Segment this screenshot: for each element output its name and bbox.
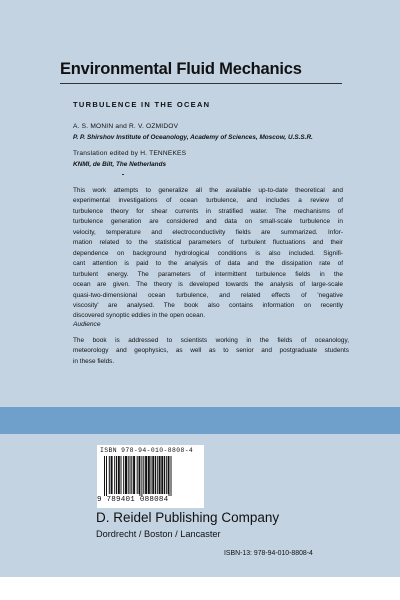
barcode-bar	[166, 456, 167, 494]
abstract-line: cant attention is paid to the analysis of data and the dissipation rate of	[73, 260, 343, 268]
publisher-name: D. Reidel Publishing Company	[96, 510, 280, 525]
title-divider	[60, 83, 342, 84]
barcode-bar	[164, 456, 165, 494]
translator-affiliation: KNMI, de Bilt, The Netherlands	[73, 161, 167, 168]
barcode-isbn-label: ISBN 978-94-010-8808-4	[100, 447, 194, 454]
abstract-line: turbulent energy. The parameters of intermittent turbulence fields in the	[73, 270, 343, 278]
color-band	[0, 407, 400, 434]
bottom-margin	[0, 577, 400, 600]
barcode-guard-bar	[139, 456, 140, 496]
audience-line: meteorology and geophysics, as well as to senior and postgraduate students	[73, 347, 349, 355]
abstract-line: ocean are given. The theory is developed towards the analysis of large-scale	[73, 281, 343, 289]
barcode-bar	[116, 456, 117, 494]
audience-line: in these fields.	[73, 357, 115, 365]
barcode-bar	[125, 456, 127, 494]
stray-mark	[122, 174, 124, 175]
barcode-bar	[131, 456, 132, 494]
abstract-line: dependence on background hydrological conditions is also included. Signifi-	[73, 249, 343, 257]
barcode-bar	[118, 456, 120, 494]
abstract-line: This work attempts to generalize all the available up-to-date theoretical and	[73, 187, 343, 194]
barcode-bar	[157, 456, 158, 494]
isbn-footer: ISBN-13: 978-94-010-8808-4	[224, 550, 313, 557]
audience-heading: Audience	[73, 321, 101, 328]
barcode-bar	[128, 456, 129, 494]
barcode-digits: 9 789401 088084	[97, 496, 169, 504]
barcode-bar	[151, 456, 152, 494]
barcode-bar	[114, 456, 115, 494]
abstract-paragraph	[73, 186, 343, 322]
barcode-bar	[155, 456, 156, 494]
barcode-bar	[121, 456, 122, 494]
barcode-guard-bar	[141, 456, 142, 496]
abstract-line: viscosity' are analysed. The book also contains information on recently	[73, 301, 343, 309]
series-title: Environmental Fluid Mechanics	[60, 60, 302, 78]
author-affiliation: P. P. Shirshov Institute of Oceanology, Academy of Sciences, Moscow, U.S.S.R.	[73, 134, 313, 141]
barcode-bar	[152, 456, 154, 494]
barcode-bar	[130, 456, 131, 494]
audience-paragraph	[73, 336, 349, 367]
barcode-guard-bar	[104, 456, 105, 496]
book-title: TURBULENCE IN THE OCEAN	[73, 100, 211, 109]
audience-line: The book is addressed to scientists working in the fields of oceanology,	[73, 337, 349, 344]
barcode-bar	[123, 456, 124, 494]
authors: A. S. MONIN and R. V. OZMIDOV	[73, 123, 179, 130]
barcode	[97, 445, 204, 508]
barcode-guard-bar	[106, 456, 107, 496]
abstract-line: experimental investigations of ocean turbulence, and includes a review of	[73, 197, 343, 205]
abstract-line: turbulence generation are considered and data on small-scale turbulence in	[73, 218, 343, 226]
translation-credit: Translation edited by H. TENNEKES	[73, 150, 187, 157]
abstract-line: mation related to the statistical parameters of turbulent fluctuations and their	[73, 239, 343, 247]
barcode-bar	[148, 456, 150, 494]
barcode-bar	[143, 456, 144, 494]
barcode-bar	[161, 456, 163, 494]
barcode-bar	[145, 456, 147, 494]
publisher-locations: Dordrecht / Boston / Lancaster	[96, 529, 221, 539]
abstract-line: turbulence theory for shear currents in stratified water. The mechanisms of	[73, 207, 343, 215]
abstract-line: velocity, temperature and electroconductivity fields are summarized. Infor-	[73, 228, 343, 236]
barcode-bars	[104, 456, 198, 496]
barcode-bar	[159, 456, 161, 494]
barcode-bar	[111, 456, 113, 494]
barcode-guard-bar	[171, 456, 172, 496]
barcode-bar	[168, 456, 169, 494]
barcode-bar	[109, 456, 110, 494]
barcode-bar	[133, 456, 135, 494]
abstract-line: quasi-two-dimensional ocean turbulence, and related effects of 'negative	[73, 291, 343, 299]
barcode-guard-bar	[169, 456, 170, 496]
barcode-bar	[137, 456, 138, 494]
barcode-bar	[139, 456, 140, 494]
abstract-line: discovered synoptic eddies in the open ocean.	[73, 312, 206, 320]
